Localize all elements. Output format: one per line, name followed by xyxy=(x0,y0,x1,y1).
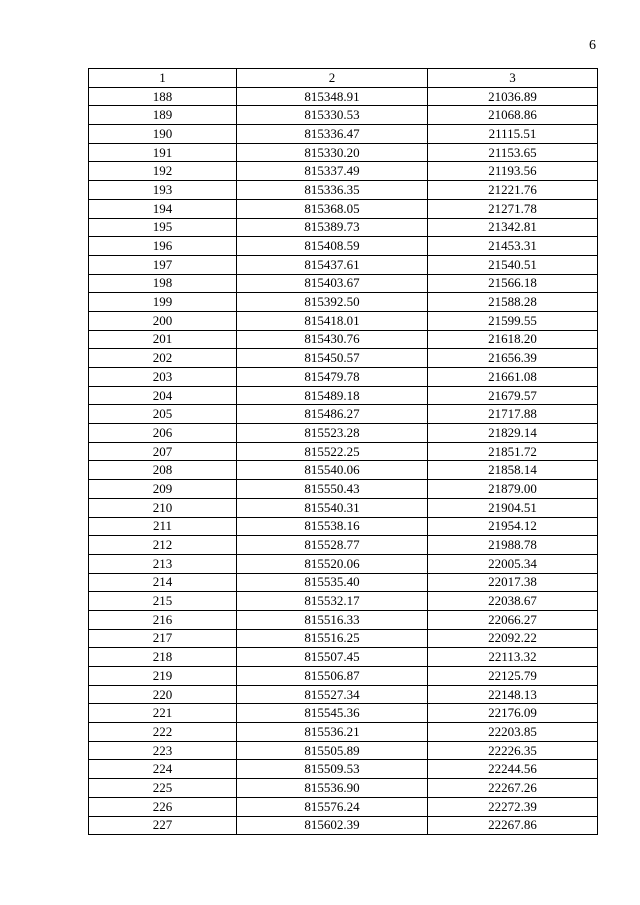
header-cell-3: 3 xyxy=(428,69,598,88)
table-row xyxy=(89,592,598,611)
table-row xyxy=(89,87,598,106)
table-row xyxy=(89,760,598,779)
y-coordinate-cell: 21342.81 xyxy=(428,218,598,237)
table-row xyxy=(89,255,598,274)
x-coordinate-cell: 815348.91 xyxy=(237,87,428,106)
x-coordinate-cell: 815486.27 xyxy=(237,405,428,424)
table-row xyxy=(89,442,598,461)
table-row xyxy=(89,461,598,480)
point-number-cell: 192 xyxy=(89,162,237,181)
table-row xyxy=(89,480,598,499)
point-number-cell: 188 xyxy=(89,87,237,106)
x-coordinate-cell: 815516.25 xyxy=(237,629,428,648)
point-number-cell: 189 xyxy=(89,106,237,125)
table-row xyxy=(89,629,598,648)
point-number-cell: 206 xyxy=(89,424,237,443)
x-coordinate-cell: 815538.16 xyxy=(237,517,428,536)
point-number-cell: 200 xyxy=(89,311,237,330)
table-row xyxy=(89,330,598,349)
x-coordinate-cell: 815527.34 xyxy=(237,685,428,704)
table-row xyxy=(89,573,598,592)
point-number-cell: 208 xyxy=(89,461,237,480)
y-coordinate-cell: 21879.00 xyxy=(428,480,598,499)
x-coordinate-cell: 815336.47 xyxy=(237,125,428,144)
point-number-cell: 224 xyxy=(89,760,237,779)
x-coordinate-cell: 815337.49 xyxy=(237,162,428,181)
table-body xyxy=(89,87,598,835)
point-number-cell: 212 xyxy=(89,536,237,555)
point-number-cell: 227 xyxy=(89,816,237,835)
table-row xyxy=(89,199,598,218)
y-coordinate-cell: 21221.76 xyxy=(428,181,598,200)
x-coordinate-cell: 815540.06 xyxy=(237,461,428,480)
header-cell-1: 1 xyxy=(89,69,237,88)
x-coordinate-cell: 815602.39 xyxy=(237,816,428,835)
y-coordinate-cell: 22267.26 xyxy=(428,779,598,798)
point-number-cell: 204 xyxy=(89,386,237,405)
x-coordinate-cell: 815509.53 xyxy=(237,760,428,779)
point-number-cell: 226 xyxy=(89,797,237,816)
table-row xyxy=(89,386,598,405)
y-coordinate-cell: 22203.85 xyxy=(428,723,598,742)
point-number-cell: 207 xyxy=(89,442,237,461)
table-row xyxy=(89,816,598,835)
x-coordinate-cell: 815576.24 xyxy=(237,797,428,816)
point-number-cell: 211 xyxy=(89,517,237,536)
y-coordinate-cell: 22038.67 xyxy=(428,592,598,611)
table-row xyxy=(89,741,598,760)
y-coordinate-cell: 21851.72 xyxy=(428,442,598,461)
coordinates-table xyxy=(88,68,598,835)
x-coordinate-cell: 815368.05 xyxy=(237,199,428,218)
point-number-cell: 220 xyxy=(89,685,237,704)
point-number-cell: 214 xyxy=(89,573,237,592)
y-coordinate-cell: 21954.12 xyxy=(428,517,598,536)
point-number-cell: 193 xyxy=(89,181,237,200)
y-coordinate-cell: 22267.86 xyxy=(428,816,598,835)
point-number-cell: 205 xyxy=(89,405,237,424)
x-coordinate-cell: 815418.01 xyxy=(237,311,428,330)
table-row xyxy=(89,143,598,162)
table-row xyxy=(89,667,598,686)
x-coordinate-cell: 815479.78 xyxy=(237,368,428,387)
table-row xyxy=(89,723,598,742)
x-coordinate-cell: 815506.87 xyxy=(237,667,428,686)
x-coordinate-cell: 815336.35 xyxy=(237,181,428,200)
x-coordinate-cell: 815536.21 xyxy=(237,723,428,742)
y-coordinate-cell: 21618.20 xyxy=(428,330,598,349)
point-number-cell: 195 xyxy=(89,218,237,237)
point-number-cell: 210 xyxy=(89,498,237,517)
point-number-cell: 215 xyxy=(89,592,237,611)
table-row xyxy=(89,349,598,368)
y-coordinate-cell: 21661.08 xyxy=(428,368,598,387)
x-coordinate-cell: 815516.33 xyxy=(237,610,428,629)
point-number-cell: 217 xyxy=(89,629,237,648)
y-coordinate-cell: 21153.65 xyxy=(428,143,598,162)
y-coordinate-cell: 22113.32 xyxy=(428,648,598,667)
point-number-cell: 191 xyxy=(89,143,237,162)
y-coordinate-cell: 21193.56 xyxy=(428,162,598,181)
x-coordinate-cell: 815550.43 xyxy=(237,480,428,499)
table-row xyxy=(89,218,598,237)
table-row xyxy=(89,106,598,125)
table-row xyxy=(89,293,598,312)
point-number-cell: 209 xyxy=(89,480,237,499)
y-coordinate-cell: 21599.55 xyxy=(428,311,598,330)
point-number-cell: 225 xyxy=(89,779,237,798)
y-coordinate-cell: 21717.88 xyxy=(428,405,598,424)
point-number-cell: 201 xyxy=(89,330,237,349)
point-number-cell: 202 xyxy=(89,349,237,368)
x-coordinate-cell: 815392.50 xyxy=(237,293,428,312)
y-coordinate-cell: 22017.38 xyxy=(428,573,598,592)
table-row xyxy=(89,779,598,798)
y-coordinate-cell: 21271.78 xyxy=(428,199,598,218)
x-coordinate-cell: 815536.90 xyxy=(237,779,428,798)
point-number-cell: 197 xyxy=(89,255,237,274)
table-row xyxy=(89,704,598,723)
x-coordinate-cell: 815520.06 xyxy=(237,554,428,573)
y-coordinate-cell: 22066.27 xyxy=(428,610,598,629)
y-coordinate-cell: 21588.28 xyxy=(428,293,598,312)
table-row xyxy=(89,125,598,144)
y-coordinate-cell: 22125.79 xyxy=(428,667,598,686)
y-coordinate-cell: 21679.57 xyxy=(428,386,598,405)
header-cell-2: 2 xyxy=(237,69,428,88)
page-number: 6 xyxy=(589,38,596,53)
x-coordinate-cell: 815528.77 xyxy=(237,536,428,555)
x-coordinate-cell: 815532.17 xyxy=(237,592,428,611)
point-number-cell: 198 xyxy=(89,274,237,293)
table-row xyxy=(89,517,598,536)
point-number-cell: 221 xyxy=(89,704,237,723)
x-coordinate-cell: 815330.20 xyxy=(237,143,428,162)
point-number-cell: 223 xyxy=(89,741,237,760)
y-coordinate-cell: 21829.14 xyxy=(428,424,598,443)
point-number-cell: 216 xyxy=(89,610,237,629)
point-number-cell: 190 xyxy=(89,125,237,144)
y-coordinate-cell: 22272.39 xyxy=(428,797,598,816)
y-coordinate-cell: 22092.22 xyxy=(428,629,598,648)
y-coordinate-cell: 21988.78 xyxy=(428,536,598,555)
table-row xyxy=(89,554,598,573)
table-row xyxy=(89,498,598,517)
table-row xyxy=(89,405,598,424)
table-row xyxy=(89,368,598,387)
y-coordinate-cell: 21540.51 xyxy=(428,255,598,274)
table-row xyxy=(89,237,598,256)
y-coordinate-cell: 22176.09 xyxy=(428,704,598,723)
x-coordinate-cell: 815430.76 xyxy=(237,330,428,349)
x-coordinate-cell: 815523.28 xyxy=(237,424,428,443)
x-coordinate-cell: 815535.40 xyxy=(237,573,428,592)
y-coordinate-cell: 21068.86 xyxy=(428,106,598,125)
x-coordinate-cell: 815403.67 xyxy=(237,274,428,293)
x-coordinate-cell: 815545.36 xyxy=(237,704,428,723)
table-header-row xyxy=(89,69,598,88)
point-number-cell: 219 xyxy=(89,667,237,686)
x-coordinate-cell: 815389.73 xyxy=(237,218,428,237)
x-coordinate-cell: 815437.61 xyxy=(237,255,428,274)
x-coordinate-cell: 815330.53 xyxy=(237,106,428,125)
x-coordinate-cell: 815522.25 xyxy=(237,442,428,461)
x-coordinate-cell: 815489.18 xyxy=(237,386,428,405)
table-row xyxy=(89,797,598,816)
y-coordinate-cell: 22005.34 xyxy=(428,554,598,573)
x-coordinate-cell: 815505.89 xyxy=(237,741,428,760)
point-number-cell: 203 xyxy=(89,368,237,387)
table-row xyxy=(89,274,598,293)
y-coordinate-cell: 22226.35 xyxy=(428,741,598,760)
table-row xyxy=(89,162,598,181)
y-coordinate-cell: 21566.18 xyxy=(428,274,598,293)
y-coordinate-cell: 21656.39 xyxy=(428,349,598,368)
y-coordinate-cell: 21453.31 xyxy=(428,237,598,256)
x-coordinate-cell: 815540.31 xyxy=(237,498,428,517)
y-coordinate-cell: 21115.51 xyxy=(428,125,598,144)
point-number-cell: 222 xyxy=(89,723,237,742)
point-number-cell: 213 xyxy=(89,554,237,573)
y-coordinate-cell: 21858.14 xyxy=(428,461,598,480)
y-coordinate-cell: 21036.89 xyxy=(428,87,598,106)
point-number-cell: 199 xyxy=(89,293,237,312)
table-row xyxy=(89,311,598,330)
x-coordinate-cell: 815408.59 xyxy=(237,237,428,256)
table-row xyxy=(89,648,598,667)
table-row xyxy=(89,536,598,555)
x-coordinate-cell: 815450.57 xyxy=(237,349,428,368)
table-row xyxy=(89,685,598,704)
y-coordinate-cell: 22148.13 xyxy=(428,685,598,704)
table-row xyxy=(89,424,598,443)
y-coordinate-cell: 21904.51 xyxy=(428,498,598,517)
table-row xyxy=(89,181,598,200)
table-row xyxy=(89,610,598,629)
point-number-cell: 194 xyxy=(89,199,237,218)
point-number-cell: 196 xyxy=(89,237,237,256)
point-number-cell: 218 xyxy=(89,648,237,667)
y-coordinate-cell: 22244.56 xyxy=(428,760,598,779)
x-coordinate-cell: 815507.45 xyxy=(237,648,428,667)
